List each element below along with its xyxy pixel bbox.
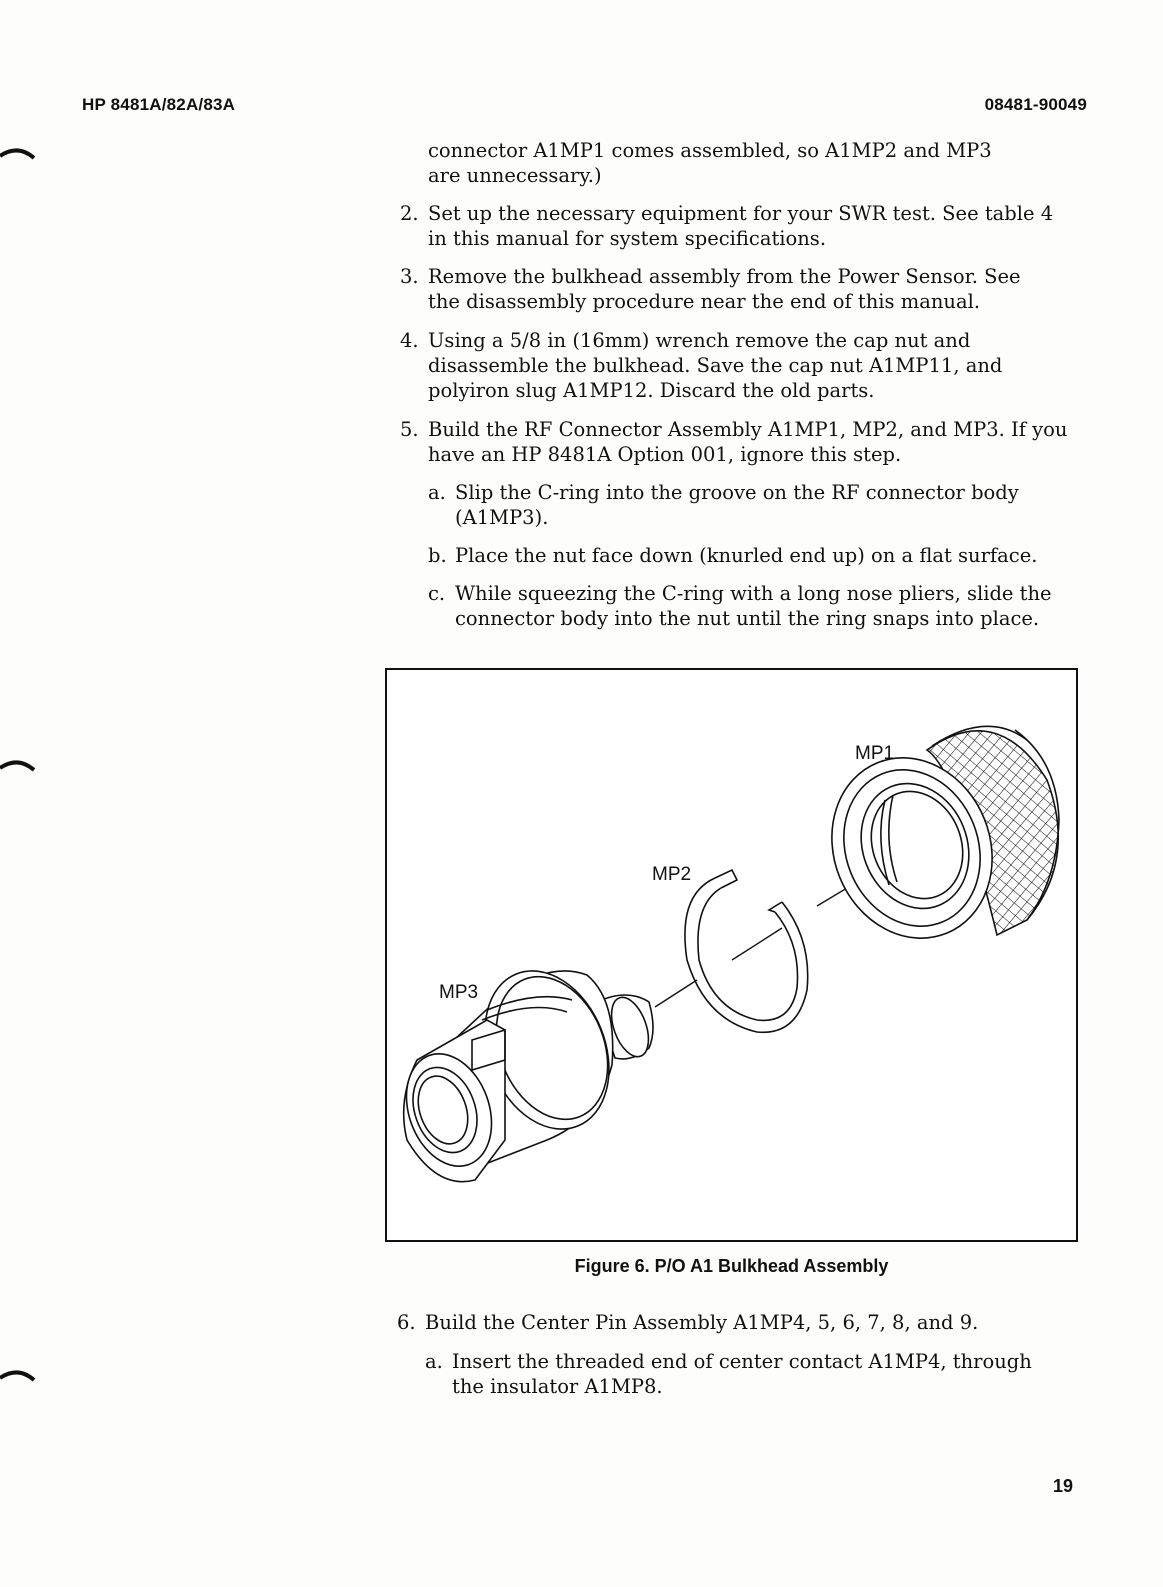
step-text: Build the Center Pin Assembly A1MP4, 5, 6, 7, 8, and 9. <box>425 1311 979 1334</box>
step-number: 6. <box>397 1311 416 1334</box>
substep-text: While squeezing the C-ring with a long nose pliers, slide the connector body into the nut until the ring snaps into place. <box>455 582 1052 630</box>
step-number: 5. <box>400 418 419 441</box>
document-part-number: 08481-90049 <box>984 95 1087 114</box>
bulkhead-exploded-drawing <box>387 670 1076 1240</box>
substep-text: Slip the C-ring into the groove on the RF connector body (A1MP3). <box>455 481 1019 529</box>
substep-letter: b. <box>428 544 447 567</box>
document-model-header: HP 8481A/82A/83A <box>82 95 236 114</box>
substep-letter: a. <box>428 481 446 504</box>
step-text: Set up the necessary equipment for your SWR test. See table 4 in this manual for system specifications. <box>428 202 1054 250</box>
mp1-knurled-nut <box>805 726 1059 962</box>
step-number: 2. <box>400 202 419 225</box>
punch-mark-icon <box>0 1362 36 1386</box>
substep-letter: a. <box>425 1350 443 1373</box>
step-number: 3. <box>400 265 419 288</box>
substep-letter: c. <box>428 582 446 605</box>
step-number: 4. <box>400 329 419 352</box>
label-mp1: MP1 <box>855 743 895 764</box>
figure-bulkhead-assembly <box>385 668 1078 1242</box>
page-number: 19 <box>1052 1476 1073 1496</box>
punch-mark-icon <box>0 140 36 164</box>
step-text: Build the RF Connector Assembly A1MP1, MP2, and MP3. If you have an HP 8481A Option 001, ignore this step. <box>428 418 1068 466</box>
mp3-connector-body <box>392 952 656 1181</box>
label-mp3: MP3 <box>439 982 479 1003</box>
punch-mark-icon <box>0 752 36 776</box>
step-text: Remove the bulkhead assembly from the Power Sensor. See the disassembly procedure near the end of this manual. <box>428 265 1021 313</box>
substep-text: Insert the threaded end of center contact A1MP4, through the insulator A1MP8. <box>452 1350 1032 1398</box>
substep-text: Place the nut face down (knurled end up) on a flat surface. <box>455 544 1038 567</box>
label-mp2: MP2 <box>652 864 692 885</box>
step-text: Using a 5/8 in (16mm) wrench remove the cap nut and disassemble the bulkhead. Save the cap nut A1MP11, and polyiron slug A1MP12. Discard the old parts. <box>428 329 1003 402</box>
figure-caption: Figure 6. P/O A1 Bulkhead Assembly <box>574 1256 889 1276</box>
continuation-paragraph: connector A1MP1 comes assembled, so A1MP2 and MP3 are unnecessary.) <box>428 139 992 187</box>
